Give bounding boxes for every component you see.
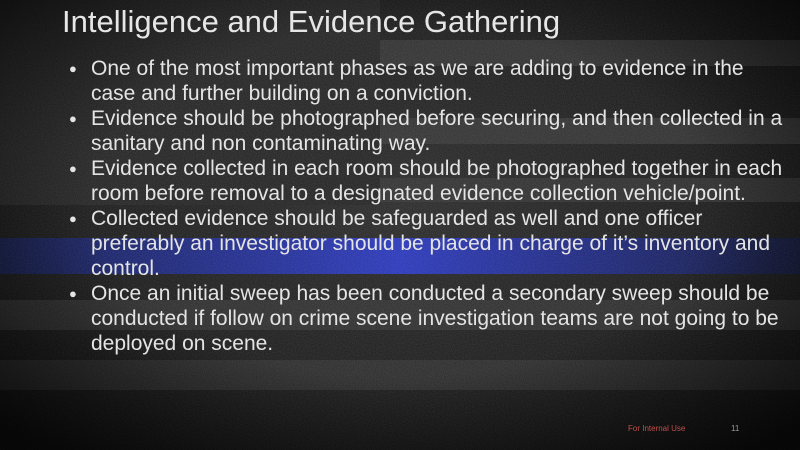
bullet-text: Once an initial sweep has been conducted a secondary sweep should be conducted if follow on crime scene investigation teams are not going to be deployed on scene. bbox=[91, 282, 779, 355]
bullet-icon: ● bbox=[69, 111, 77, 126]
bullet-text: Evidence should be photographed before securing, and then collected in a sanitary and non contaminating way. bbox=[91, 107, 783, 155]
bullet-item bbox=[66, 56, 786, 106]
slide-title: Intelligence and Evidence Gathering bbox=[62, 4, 561, 39]
bullet-icon: ● bbox=[69, 211, 77, 226]
bullet-item bbox=[66, 106, 786, 156]
footer-label: For Internal Use bbox=[628, 424, 686, 433]
bullet-text: Evidence collected in each room should be photographed together in each room before removal to a designated evidence collection vehicle/point. bbox=[91, 157, 783, 205]
page-number: 11 bbox=[731, 424, 740, 433]
bullet-item bbox=[66, 206, 786, 281]
bullet-icon: ● bbox=[69, 286, 77, 301]
bullet-text: One of the most important phases as we are adding to evidence in the case and further building on a conviction. bbox=[91, 57, 744, 105]
bullet-icon: ● bbox=[69, 61, 77, 76]
bullet-text: Collected evidence should be safeguarded as well and one officer preferably an investigator should be placed in charge of it’s inventory and control. bbox=[91, 207, 771, 280]
bullet-icon: ● bbox=[69, 161, 77, 176]
bullet-item bbox=[66, 281, 786, 356]
bullet-item bbox=[66, 156, 786, 206]
bullet-list bbox=[66, 56, 786, 356]
